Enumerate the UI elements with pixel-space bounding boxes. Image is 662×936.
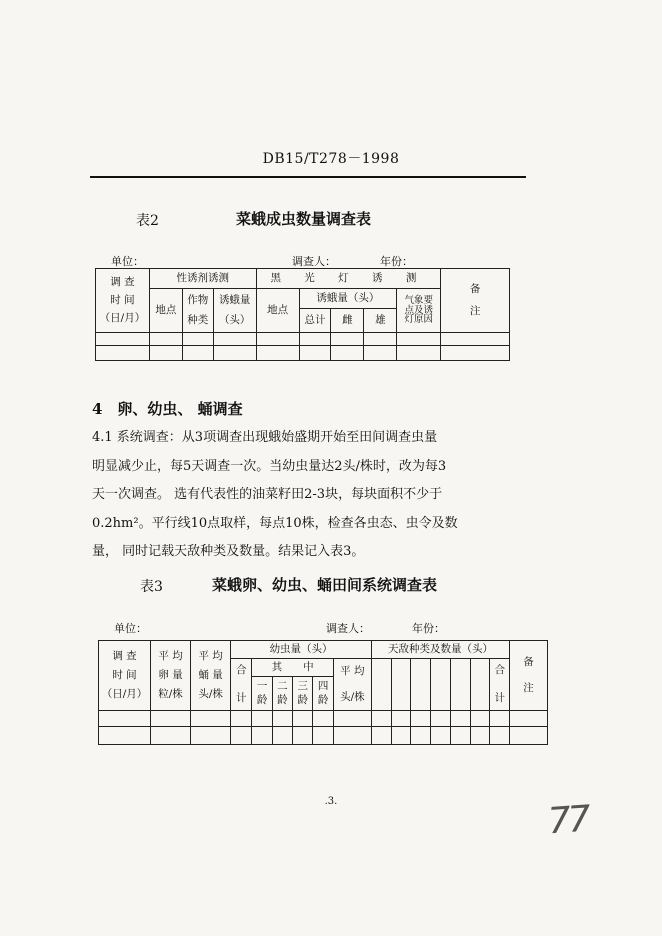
table2-header-note: 备 注 bbox=[441, 269, 510, 333]
table3-header-note: 备 注 bbox=[509, 641, 547, 711]
paragraph-line: 4.1 系统调查：从3项调查出现蛾始盛期开始至田间调查虫量 bbox=[92, 430, 438, 445]
table3-grid bbox=[98, 640, 548, 745]
table-row bbox=[99, 727, 548, 745]
section-heading: 4 卵、幼虫、 蛹调查 bbox=[92, 400, 243, 418]
table3-header-instar-4: 四 龄 bbox=[313, 677, 333, 711]
table2-label: 表2 bbox=[136, 213, 159, 229]
table3-label: 表3 bbox=[140, 579, 163, 595]
table2-year-field: 年份： bbox=[380, 255, 413, 268]
table2-title: 菜蛾成虫数量调查表 bbox=[236, 210, 372, 228]
table2-grid bbox=[95, 268, 510, 361]
table3-header-time: 调 查 时 间 （日/月） bbox=[99, 641, 151, 711]
table3-header-pupa: 平 均 蛹 量 头/株 bbox=[191, 641, 231, 711]
table2-header-crop: 作物 种类 bbox=[182, 289, 213, 333]
page-number: .3. bbox=[324, 796, 338, 807]
table3-header-larva: 幼虫量（头） bbox=[231, 641, 372, 659]
table3-header-egg: 平 均 卵 量 粒/株 bbox=[150, 641, 190, 711]
table-row bbox=[99, 711, 548, 727]
table3-surveyor-field: 调查人： bbox=[326, 622, 370, 635]
paragraph-line: 量， 同时记载天敌种类及数量。结果记入表3。 bbox=[92, 544, 365, 559]
table3-header-avg: 平 均 头/株 bbox=[333, 659, 371, 711]
table2-header-catch: 诱蛾量 （头） bbox=[213, 289, 256, 333]
document-code: DB15/T278－1998 bbox=[262, 151, 400, 167]
table2-unit-field: 单位： bbox=[111, 255, 144, 268]
table3-header-among: 其 中 bbox=[252, 659, 333, 677]
table2-header-male: 雄 bbox=[364, 309, 397, 333]
table-row bbox=[96, 333, 510, 346]
paragraph-line: 0.2hm²。平行线10点取样，每点10株，检查各虫态、虫令及数 bbox=[92, 515, 458, 531]
section-paragraph bbox=[92, 424, 512, 567]
table2-surveyor-field: 调查人： bbox=[292, 255, 336, 268]
paragraph-line: 天一次调查。 选有代表性的油菜籽田2-3块，每块面积不少于 bbox=[92, 487, 443, 502]
table3-header-instar-1: 一 龄 bbox=[252, 677, 272, 711]
table3-title: 菜蛾卵、幼虫、蛹田间系统调查表 bbox=[212, 576, 438, 594]
handwritten-page-mark: 77 bbox=[546, 798, 590, 843]
table2-header-light-catch: 诱蛾量（头） bbox=[299, 289, 397, 309]
table2-header-blacklight: 黑 光 灯 诱 测 bbox=[256, 269, 440, 289]
table2-header-total: 总计 bbox=[299, 309, 331, 333]
table2-header-weather: 气象要 点及诱 灯原因 bbox=[397, 289, 441, 333]
table3-header-enemy: 天敌种类及数量（头） bbox=[371, 641, 509, 659]
header-rule bbox=[90, 176, 526, 178]
table2-header-female: 雌 bbox=[331, 309, 364, 333]
table2-header-place: 地点 bbox=[149, 289, 182, 333]
table3-header-sum: 合 计 bbox=[231, 659, 252, 711]
table3-unit-field: 单位： bbox=[114, 622, 147, 635]
table2-header-time: 调 查 时 间 （日/月） bbox=[96, 269, 150, 333]
table3-header-instar-2: 二 龄 bbox=[272, 677, 292, 711]
table2-header-pheromone: 性诱剂诱测 bbox=[149, 269, 256, 289]
table2-header-light-place: 地点 bbox=[256, 289, 299, 333]
paragraph-line: 明显减少止，每5天调查一次。当幼虫量达2头/株时，改为每3 bbox=[92, 458, 447, 474]
table3-year-field: 年份： bbox=[412, 622, 445, 635]
table3-header-instar-3: 三 龄 bbox=[293, 677, 313, 711]
table-row bbox=[96, 346, 510, 361]
table3-header-enemy-sum: 合 计 bbox=[490, 659, 509, 711]
